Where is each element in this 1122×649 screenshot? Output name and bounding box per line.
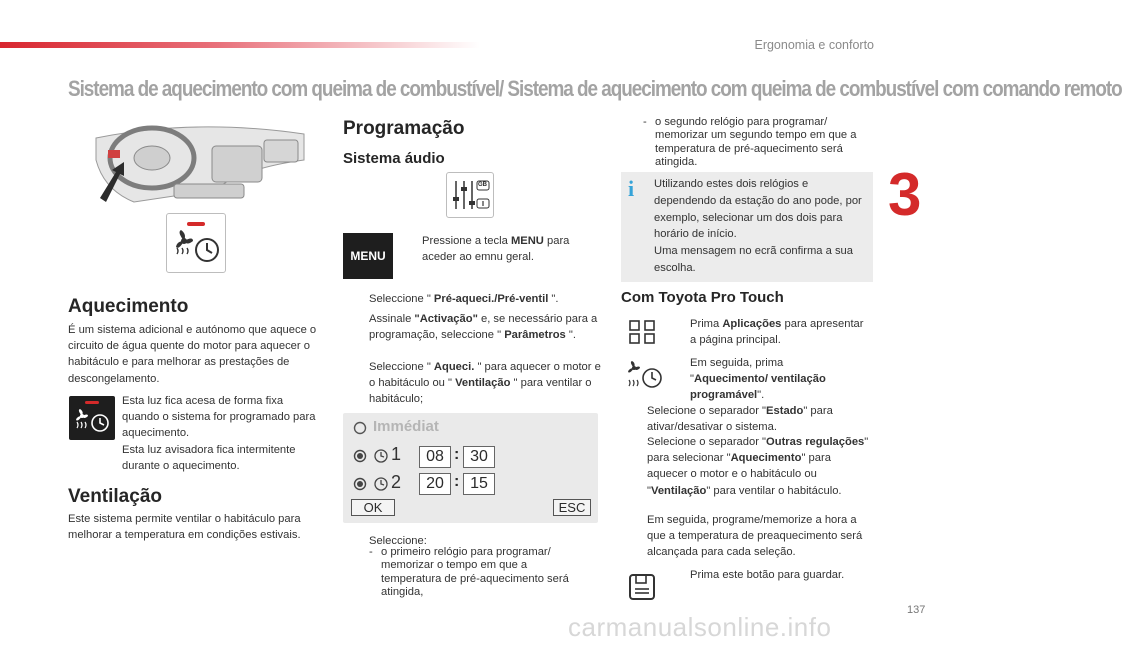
page-title: Sistema de aquecimento com queima de combustível/ Sistema de aquecimento com queima de combustível com comando remoto [68,76,1122,101]
step-select-preaqueci: Seleccione " Pré-aqueci./Pré-ventil ". [369,293,559,305]
radio-selected-icon [353,477,367,491]
clock-icon [373,476,389,492]
esc-button: ESC [553,499,591,516]
step-programe: Em seguida, programe/memorize a hora a que a temperatura de preaquecimento será alcançada para cada seleção. [647,514,863,559]
chapter-number: 3 [888,161,922,228]
warning-light-text: Esta luz fica acesa de forma fixa quando o sistema for programado para aquecimento. Esta luz avisadora fica intermitente durante o aquecimento. [122,395,316,472]
audio-heading: Sistema áudio [343,150,445,167]
step-estado: Selecione o separador "Estado" para ativar/desativar o sistema. [647,405,833,434]
clock1-minute-field: 30 [463,446,495,468]
clock2-hour-field: 20 [419,473,451,495]
step-save: Prima este botão para guardar. [690,569,845,581]
step-apps: Prima Aplicações para apresentar a página principal. [690,318,864,347]
watermark: carmanualsonline.info [568,612,832,642]
header-accent-bar [0,42,480,48]
section-label: Ergonomia e conforto [754,38,874,52]
gb-label: GB [478,182,487,188]
save-icon [626,571,658,603]
fan-heat-clock-small-icon [624,358,664,392]
menu-button: MENU [343,233,393,279]
step-outras-regulacoes: Selecione o separador "Outras regulações" para selecionar "Aquecimento" para aquecer o motor e o habitáculo ou "Ventilação" para ventilar o habitáculo. [647,436,869,497]
aquecimento-heading: Aquecimento [68,296,189,317]
ventilacao-heading: Ventilação [68,486,162,507]
step-aquecimento-ventilacao: Em seguida, prima "Aquecimento/ ventilação programável". [690,357,826,402]
page-number: 137 [907,604,926,616]
programacao-heading: Programação [343,118,465,139]
radio-selected-icon [353,449,367,463]
radio-empty-icon [353,421,367,435]
fan-heat-clock-icon [166,213,226,273]
clock2-minute-field: 15 [463,473,495,495]
sub-item-second-clock: - o segundo relógio para programar/ memorizar um segundo tempo em que a temperatura de pré-aquecimento será atingida. [643,116,857,169]
toyota-heading: Com Toyota Pro Touch [621,289,784,306]
info-text: Utilizando estes dois relógios e dependendo da estação do ano pode, por exemplo, selecionar um dos dois para horário de início. Uma mensagem no ecrã confirma a sua escolha. [654,178,862,274]
dashboard-illustration [94,120,306,205]
immediat-label: Immédiat [373,418,439,435]
clock2-number: 2 [391,472,402,492]
warning-light-icon [69,396,115,440]
aquecimento-text: É um sistema adicional e autónomo que aquece o circuito de água quente do motor para aquecer o habitáculo e para melhorar as prestações de descongelamento. [68,324,317,385]
ventilacao-text: Este sistema permite ventilar o habitáculo para melhorar a temperatura em condições estivais. [68,513,301,542]
sub-item-first-clock: - o primeiro relógio para programar/ memorizar o tempo em que a temperatura de pré-aquecimento será atingida, [369,546,569,599]
ok-button: OK [351,499,395,516]
apps-grid-icon [628,319,658,345]
step-select-clocks: Seleccione: [369,535,427,547]
step-aqueci: Seleccione " Aqueci. " para aquecer o motor e o habitáculo ou " Ventilação " para ventilar o habitáculo; [369,361,601,406]
clock1-hour-field: 08 [419,446,451,468]
clock1-number: 1 [391,444,402,464]
clock-icon [373,448,389,464]
equalizer-gb-icon [446,172,494,218]
step-activacao: Assinale "Activação" e, se necessário para a programação, seleccione " Parâmetros ". [369,313,598,342]
step-menu: Pressione a tecla MENU para aceder ao emnu geral. [422,235,570,264]
info-icon: i [628,176,635,201]
programming-screen: Immédiat 1 08 : 30 2 20 : 15 OK ESC [343,413,598,523]
